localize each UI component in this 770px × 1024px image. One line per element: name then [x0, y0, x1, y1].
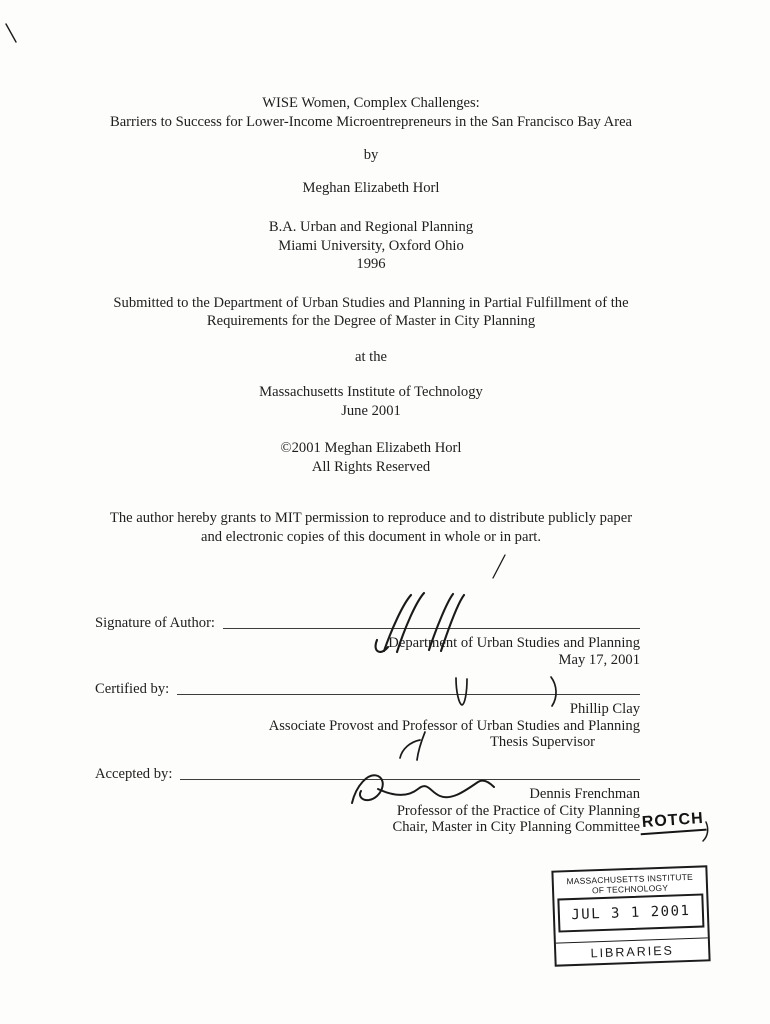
accepted-by-block: [0, 763, 640, 836]
credential-degree: B.A. Urban and Regional Planning: [268, 219, 474, 235]
certified-by-block: [0, 678, 640, 751]
submission-line2: Requirements for the Degree of Master in City Planning: [206, 313, 536, 329]
signature-author-block: [0, 612, 640, 668]
permission-statement: [0, 509, 742, 546]
corner-pen-mark: [6, 24, 16, 42]
credential-university: Miami University, Oxford Ohio: [278, 237, 464, 254]
certified-name: Phillip Clay: [569, 701, 640, 717]
stamp-date: JUL 3 1 2001: [557, 893, 704, 932]
credentials: [0, 218, 742, 274]
accepted-name: Dennis Frenchman: [529, 786, 640, 802]
certified-title: Associate Provost and Professor of Urban Studies and Planning: [268, 717, 640, 734]
submission-statement: [0, 294, 742, 331]
copyright-line1: ©2001 Meghan Elizabeth Horl: [280, 440, 462, 456]
signature-author-line: [223, 628, 640, 629]
thesis-title-line2: Barriers to Success for Lower-Income Microentrepreneurs in the San Francisco Bay Area: [109, 113, 633, 130]
copyright-block: [0, 439, 742, 476]
stamp-institution-line2: OF TECHNOLOGY: [591, 882, 669, 896]
accepted-by-line: [180, 779, 640, 780]
certified-by-label: Certified by:: [95, 681, 170, 697]
permission-line2: and electronic copies of this document in whole or in part.: [200, 528, 542, 545]
accepted-title: Professor of the Practice of City Planning: [396, 802, 640, 819]
by-label: by: [363, 147, 379, 163]
signature-author-department: Department of Urban Studies and Planning: [388, 635, 640, 651]
copyright-line2: All Rights Reserved: [311, 458, 431, 475]
submission-line1: Submitted to the Department of Urban Studies and Planning in Partial Fulfillment of the: [113, 294, 629, 311]
rotch-annotation: ROTCH: [639, 810, 706, 836]
permission-line1: The author hereby grants to MIT permission to reproduce and to distribute publicly paper: [109, 510, 633, 526]
credential-year: 1996: [356, 256, 386, 272]
signature-author-date: May 17, 2001: [558, 651, 640, 668]
institution-name: Massachusetts Institute of Technology: [259, 384, 483, 400]
at-the-label: at the: [354, 348, 387, 365]
stamp-institution-line1: MASSACHUSETTS INSTITUTE: [566, 871, 694, 887]
author-name: Meghan Elizabeth Horl: [302, 179, 440, 196]
stamp-libraries-label: LIBRARIES: [590, 943, 675, 961]
title-block: [0, 94, 742, 546]
certified-role: Thesis Supervisor: [490, 734, 595, 750]
institution-block: [0, 383, 742, 420]
certified-by-line: [177, 694, 640, 695]
library-stamp: [551, 865, 710, 966]
stray-slash-mark: [493, 555, 505, 578]
accepted-by-label: Accepted by:: [95, 766, 173, 782]
thesis-title-line1: WISE Women, Complex Challenges:: [262, 95, 480, 111]
degree-date: June 2001: [341, 402, 401, 419]
signature-author-label: Signature of Author:: [95, 615, 215, 631]
accepted-role: Chair, Master in City Planning Committee: [392, 819, 640, 835]
